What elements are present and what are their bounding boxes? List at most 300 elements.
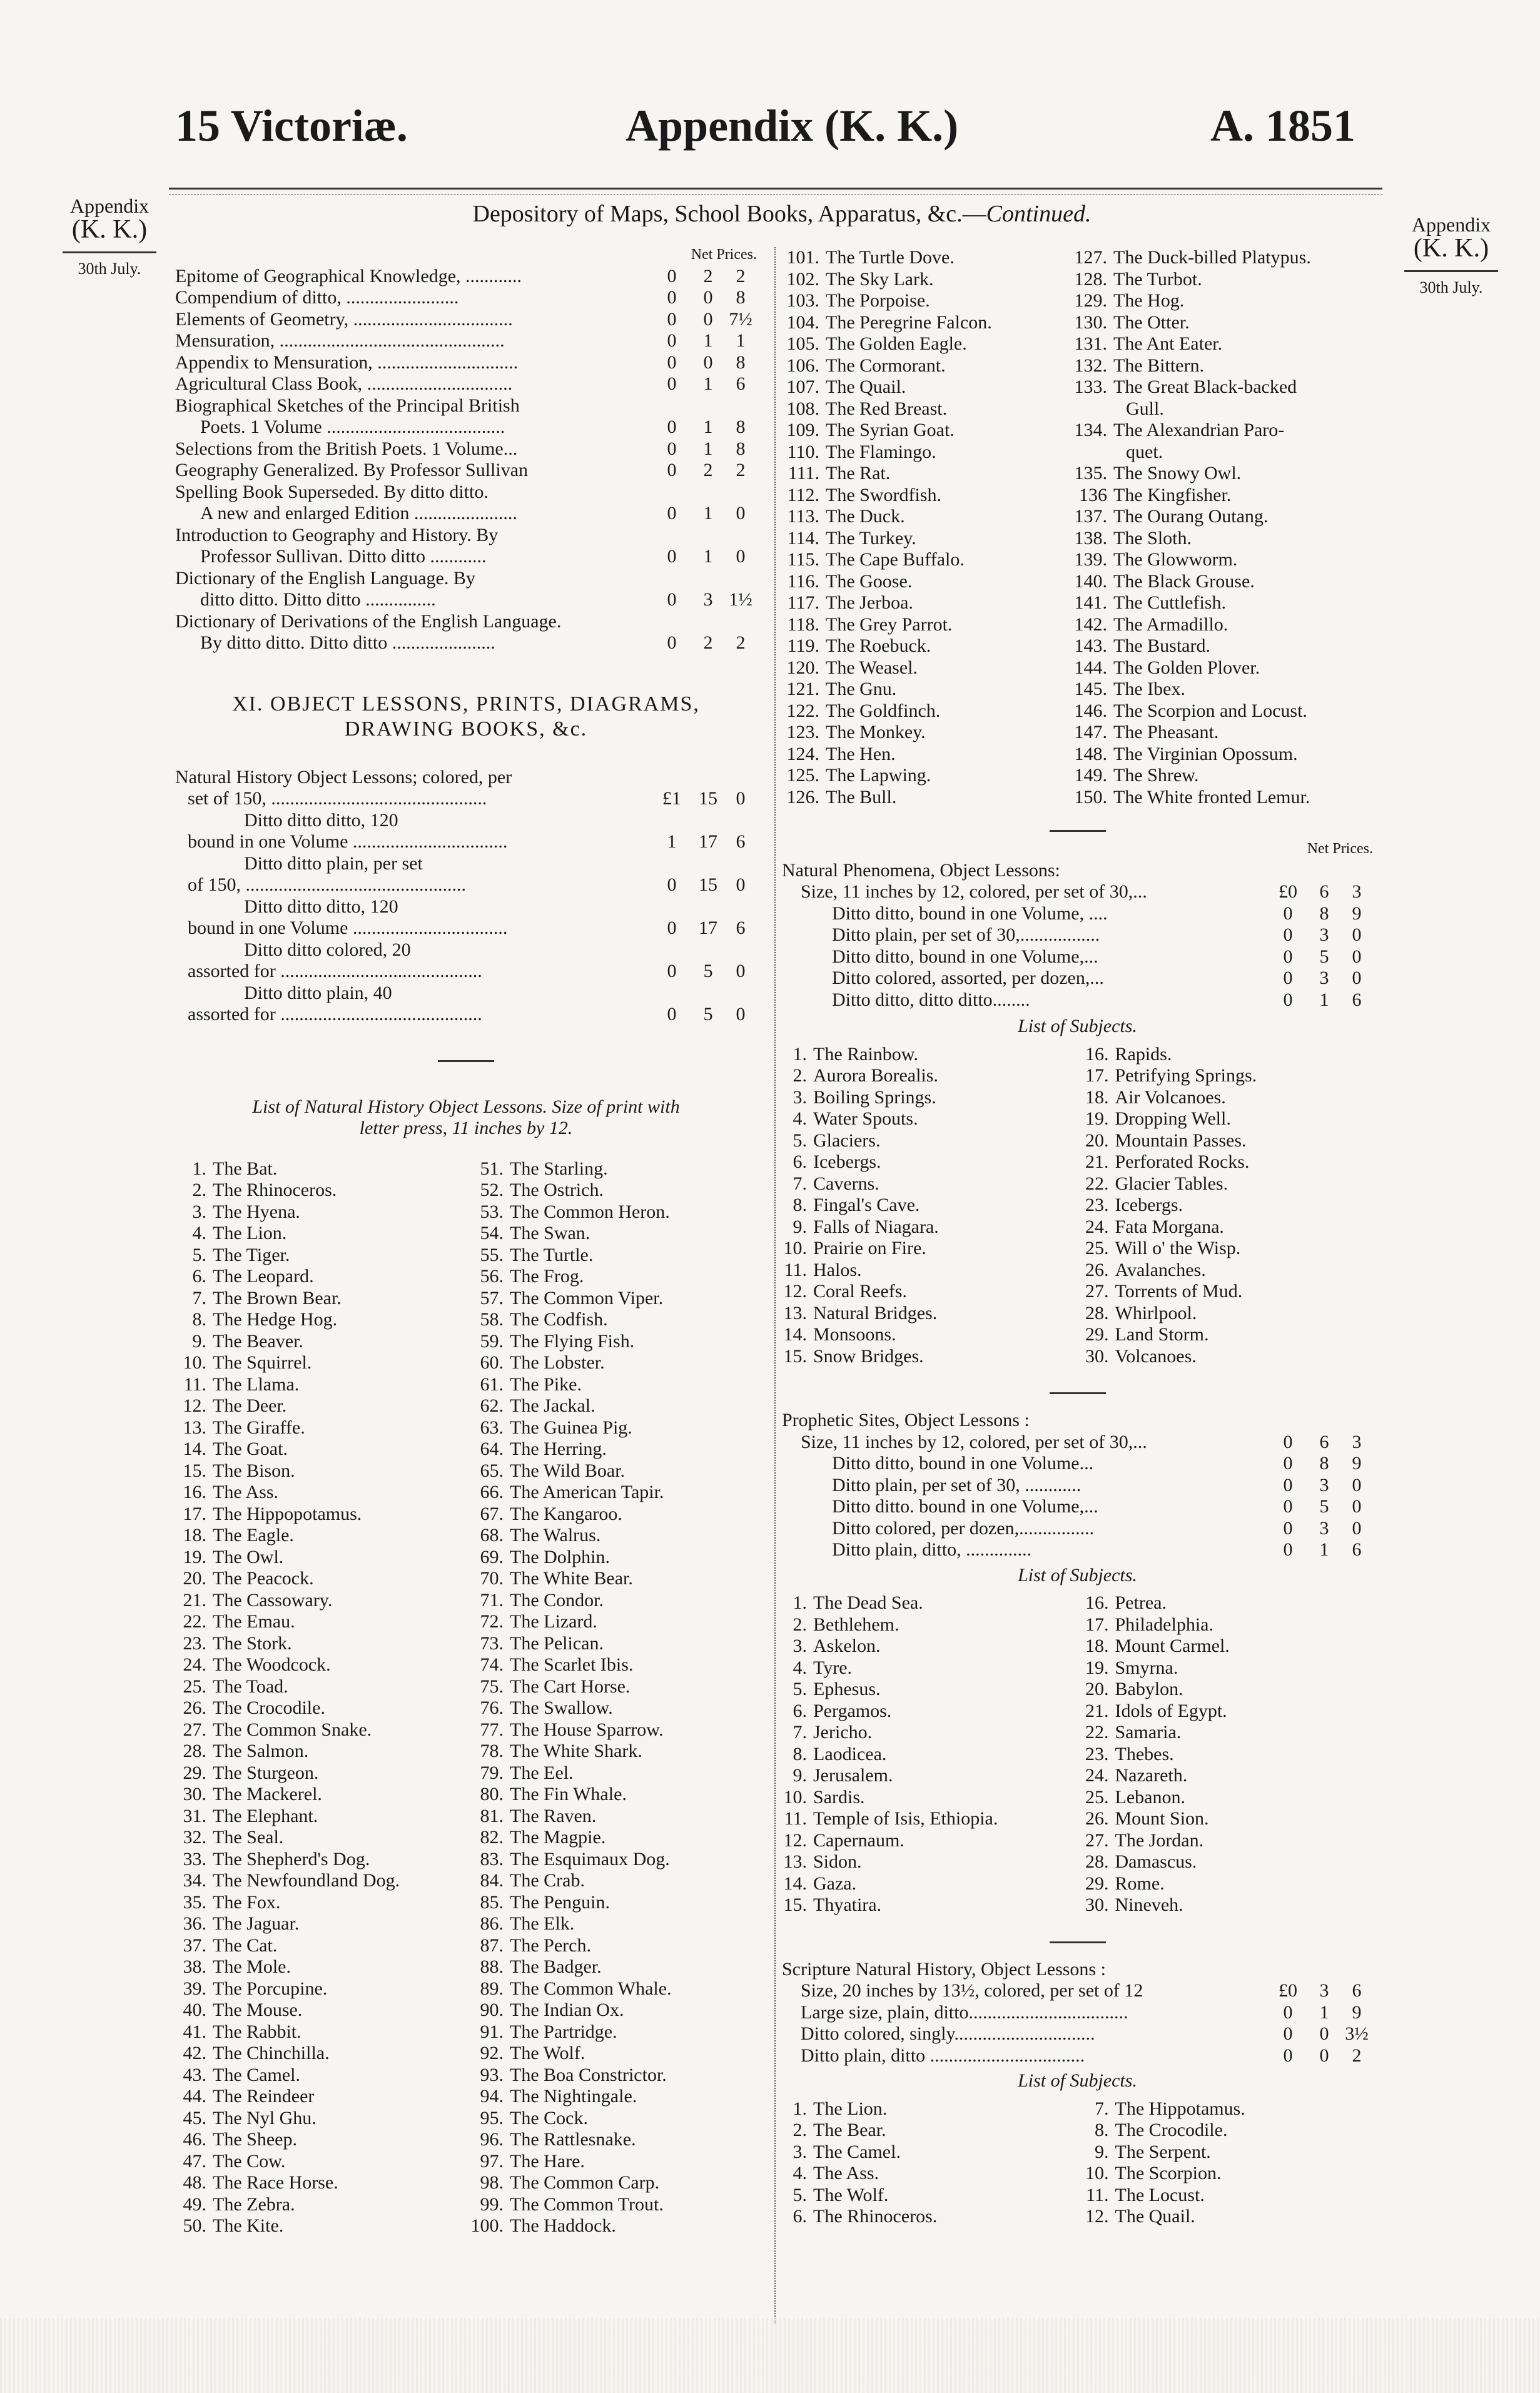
item-text: Jerusalem. xyxy=(813,1765,893,1786)
price xyxy=(652,918,757,939)
price-shillings: 5 xyxy=(1319,946,1329,967)
price-row xyxy=(175,961,757,983)
list-item xyxy=(1078,1324,1374,1346)
item-number: 108. xyxy=(786,398,819,419)
item-number: 58. xyxy=(480,1309,504,1330)
item-number: 139. xyxy=(1074,549,1107,570)
margin-date: 30th July. xyxy=(78,260,141,278)
item-text: Agricultural Class Book, ............................... xyxy=(175,373,513,394)
item-text: The Common Whale. xyxy=(510,1978,672,1999)
item-number: 19. xyxy=(1085,1108,1109,1129)
item-text: The Rattlesnake. xyxy=(510,2129,636,2150)
list-item xyxy=(466,1870,757,1892)
price-pounds: 0 xyxy=(1283,1517,1293,1539)
price-row xyxy=(175,438,757,460)
list-item xyxy=(1070,744,1373,766)
list-item xyxy=(782,765,1070,787)
item-text: Ditto ditto, bound in one Volume, .... xyxy=(832,903,1108,924)
item-text: The Llama. xyxy=(213,1374,300,1395)
list-item xyxy=(1078,1636,1374,1657)
price-shillings: 8 xyxy=(1319,1453,1329,1474)
price xyxy=(652,287,757,309)
price-row xyxy=(782,2002,1373,2024)
item-text: The Sloth. xyxy=(1113,527,1192,549)
price-pounds: 0 xyxy=(667,287,677,308)
list-item xyxy=(1070,679,1373,701)
list-item xyxy=(782,1614,1078,1636)
item-number: 33. xyxy=(183,1848,206,1869)
item-text: The Quail. xyxy=(826,377,906,397)
item-text: bound in one Volume ................................. xyxy=(188,831,508,852)
price-pence: 6 xyxy=(736,918,746,938)
item-text: The Nightingale. xyxy=(510,2086,637,2107)
item-text: The Kangaroo. xyxy=(510,1503,622,1524)
item-number: 71. xyxy=(480,1589,504,1611)
item-text: The Otter. xyxy=(1113,311,1190,333)
item-text: The Frog. xyxy=(510,1266,584,1287)
item-number: 142. xyxy=(1074,614,1107,635)
item-number: 145. xyxy=(1074,679,1107,699)
price-pence: 0 xyxy=(1352,1517,1362,1539)
price-pounds: 0 xyxy=(1283,1453,1293,1474)
item-text: The Starling. xyxy=(510,1158,608,1179)
list-item xyxy=(782,2206,1078,2228)
item-number: 144. xyxy=(1074,657,1107,678)
item-number: 43. xyxy=(183,2064,206,2085)
item-number: 112. xyxy=(787,484,819,505)
price-shillings: 1 xyxy=(703,330,713,351)
item-text: Halos. xyxy=(813,1259,862,1280)
item-text: The Sky Lark. xyxy=(826,268,934,290)
item-number: 1. xyxy=(192,1158,206,1179)
item-text: The Perch. xyxy=(510,1935,591,1956)
item-number: 64. xyxy=(480,1439,504,1459)
price-pounds: 0 xyxy=(667,460,677,480)
item-number: 12. xyxy=(783,1829,807,1851)
list-item xyxy=(1078,1281,1374,1303)
item-text: The Golden Eagle. xyxy=(826,333,967,354)
item-text: The White Shark. xyxy=(510,1741,642,1761)
list-item xyxy=(782,290,1070,312)
item-text: The Scorpion and Locust. xyxy=(1113,700,1307,721)
list-item xyxy=(1070,506,1373,528)
item-text: Jericho. xyxy=(813,1722,873,1743)
list-item xyxy=(1078,1592,1374,1614)
item-number: 19. xyxy=(1085,1657,1109,1678)
item-text: Fata Morgana. xyxy=(1115,1216,1224,1237)
list-item xyxy=(782,1744,1078,1766)
item-number: 87. xyxy=(480,1935,504,1956)
price-row xyxy=(782,989,1373,1011)
item-number: 54. xyxy=(480,1223,504,1243)
item-number: 9. xyxy=(793,1216,807,1237)
list-item xyxy=(1070,722,1373,744)
margin-label: Appendix xyxy=(1411,213,1491,236)
item-text: The Goat. xyxy=(213,1439,288,1459)
item-text: The Hippopotamus. xyxy=(213,1503,362,1524)
list-item xyxy=(466,1763,757,1784)
price-pounds: 0 xyxy=(1283,924,1293,945)
item-number: 42. xyxy=(183,2043,206,2063)
list-item xyxy=(466,2151,757,2173)
price xyxy=(1268,881,1373,903)
item-number: 9. xyxy=(793,1765,807,1786)
price-pence: 0 xyxy=(736,1004,746,1024)
price-row xyxy=(782,881,1373,903)
item-text: The Raven. xyxy=(510,1805,597,1826)
price-row xyxy=(782,1432,1373,1454)
item-number: 98. xyxy=(480,2172,504,2193)
price-pounds: 0 xyxy=(667,918,677,938)
item-number: 20. xyxy=(1085,1130,1109,1151)
item-text: The Bittern. xyxy=(1113,355,1204,376)
price xyxy=(1268,924,1373,946)
item-number: 70. xyxy=(480,1568,504,1589)
list-item xyxy=(466,1547,757,1569)
item-text: Dictionary of the English Language. By xyxy=(175,567,475,589)
item-number: 130. xyxy=(1074,311,1107,333)
price-row xyxy=(175,939,757,961)
item-text: The Indian Ox. xyxy=(510,2000,624,2020)
item-number: 4. xyxy=(793,1657,807,1678)
item-number: 27. xyxy=(1085,1829,1109,1851)
list-item xyxy=(782,657,1070,679)
price-pounds: 0 xyxy=(1283,903,1293,924)
price-row xyxy=(175,874,757,896)
list-item xyxy=(175,2043,466,2065)
item-number: 46. xyxy=(183,2129,206,2150)
price xyxy=(652,874,757,896)
list-item xyxy=(1070,290,1373,312)
price xyxy=(1268,1496,1373,1518)
item-text: Samaria. xyxy=(1115,1722,1182,1743)
price-pounds: 0 xyxy=(667,1004,677,1024)
list-item xyxy=(466,1654,757,1676)
subjects-label: List of Subjects. xyxy=(1018,1564,1137,1586)
page-title-text: Depository of Maps, School Books, Apparatus, &c.— xyxy=(472,201,986,227)
price-shillings: 1 xyxy=(703,417,713,437)
item-text: The Badger. xyxy=(510,1956,602,1977)
subjects-label: List of Subjects. xyxy=(1018,2070,1137,2091)
item-number: 1. xyxy=(793,1592,807,1613)
list-item xyxy=(175,1309,466,1331)
list-item xyxy=(466,1719,757,1741)
price-row xyxy=(175,767,757,789)
list-item xyxy=(175,1827,466,1849)
price-shillings: 15 xyxy=(699,788,717,809)
item-text: Ditto ditto ditto, 120 xyxy=(244,896,398,917)
item-text: The Bull. xyxy=(826,786,897,807)
list-item xyxy=(466,1633,757,1655)
list-item xyxy=(1070,333,1373,355)
subjects-label: List of Subjects. xyxy=(1018,1016,1137,1036)
prophetic-subjects xyxy=(782,1592,1373,1916)
item-text: The Gnu. xyxy=(826,679,897,699)
item-text: The Serpent. xyxy=(1115,2141,1211,2162)
item-number: 123. xyxy=(786,722,819,742)
item-number: 85. xyxy=(480,1891,504,1913)
item-text: The Chinchilla. xyxy=(213,2043,330,2063)
item-text: The Pelican. xyxy=(510,1632,604,1654)
list-item xyxy=(466,1482,757,1504)
item-number: 59. xyxy=(480,1330,504,1352)
list-caption-2: letter press, 11 inches by 12. xyxy=(359,1118,573,1138)
price-pounds: 0 xyxy=(667,265,677,286)
price-pence: 1½ xyxy=(729,589,752,610)
item-text: The Eel. xyxy=(510,1762,574,1783)
item-number: 126. xyxy=(786,786,819,807)
item-number: 118. xyxy=(787,614,819,635)
price xyxy=(652,1004,757,1026)
item-text: The Rhinoceros. xyxy=(813,2206,938,2227)
item-number: 111. xyxy=(788,463,819,483)
list-item xyxy=(175,1245,466,1267)
item-text: assorted for ........................................... xyxy=(188,961,482,981)
list-caption: List of Natural History Object Lessons. Size of print with xyxy=(252,1096,680,1117)
list-item xyxy=(466,1611,757,1633)
item-number: 129. xyxy=(1074,290,1107,311)
item-text: The Stork. xyxy=(213,1632,292,1654)
list-item xyxy=(782,1260,1078,1282)
item-text: The Mole. xyxy=(213,1956,291,1977)
list-item xyxy=(1078,1346,1374,1368)
item-number: 20. xyxy=(1085,1679,1109,1699)
item-text: Ditto ditto plain, 40 xyxy=(244,982,392,1003)
list-item xyxy=(1070,657,1373,679)
item-text: The Emau. xyxy=(213,1611,295,1632)
phenomena-prices xyxy=(782,881,1373,1011)
price-pence: 0 xyxy=(1352,1474,1362,1495)
scan-noise xyxy=(0,2318,1540,2393)
item-number: 27. xyxy=(1085,1281,1109,1302)
list-item xyxy=(1078,1217,1374,1238)
item-number: 83. xyxy=(480,1848,504,1869)
list-item xyxy=(1078,1895,1374,1916)
list-item xyxy=(782,1873,1078,1895)
item-text: The Lizard. xyxy=(510,1611,597,1632)
list-item xyxy=(175,1482,466,1504)
item-text: The Shrew. xyxy=(1113,765,1199,786)
margin-kk: (K. K.) xyxy=(71,215,148,244)
item-number: 107. xyxy=(786,377,819,397)
item-text: Perforated Rocks. xyxy=(1115,1151,1250,1172)
item-number: 29. xyxy=(183,1762,206,1783)
list-item xyxy=(782,1151,1078,1173)
price-pence: 0 xyxy=(736,874,746,895)
price xyxy=(652,438,757,460)
item-text: Elements of Geometry, .................................. xyxy=(175,308,513,330)
list-item xyxy=(175,2086,466,2108)
item-text: Petrifying Springs. xyxy=(1115,1065,1257,1086)
list-item xyxy=(466,1417,757,1439)
item-text: The Hedge Hog. xyxy=(213,1309,338,1330)
item-number: 3. xyxy=(793,2141,807,2162)
list-item xyxy=(782,1895,1078,1916)
price-shillings: 17 xyxy=(699,918,717,938)
price-pounds: 0 xyxy=(667,438,677,459)
item-text: The Ass. xyxy=(813,2163,879,2183)
list-item xyxy=(1070,549,1373,571)
price xyxy=(1268,1453,1373,1475)
list-item xyxy=(175,1611,466,1633)
list-item xyxy=(1078,1722,1374,1744)
list-item xyxy=(466,1504,757,1525)
price-row xyxy=(175,983,757,1004)
list-item xyxy=(175,2194,466,2216)
item-number: 143. xyxy=(1074,635,1107,656)
item-text: ditto ditto. Ditto ditto ............... xyxy=(200,589,436,610)
list-item xyxy=(782,1173,1078,1195)
price xyxy=(652,330,757,352)
price-shillings: 2 xyxy=(703,632,713,653)
item-number: 57. xyxy=(480,1287,504,1308)
item-number: 2. xyxy=(793,1614,807,1635)
item-number: 13. xyxy=(783,1302,807,1323)
item-text: Natural History Object Lessons; colored, per xyxy=(175,766,512,787)
item-number: 75. xyxy=(480,1676,504,1697)
item-text: The Peacock. xyxy=(213,1568,314,1589)
list-item xyxy=(782,1130,1078,1152)
list-item xyxy=(782,679,1070,701)
item-text: The Jaguar. xyxy=(213,1913,300,1934)
list-item xyxy=(782,2163,1078,2185)
item-text: The Virginian Opossum. xyxy=(1113,743,1298,764)
price xyxy=(1268,1980,1373,2002)
list-item xyxy=(1070,614,1373,636)
item-number: 99. xyxy=(480,2193,504,2215)
item-text: The Nyl Ghu. xyxy=(213,2107,317,2128)
price-pounds: 0 xyxy=(667,874,677,895)
item-number: 51. xyxy=(480,1158,504,1179)
list-item xyxy=(782,485,1070,507)
item-text: The Salmon. xyxy=(213,1741,309,1761)
item-text: of 150, ............................................... xyxy=(188,874,466,895)
list-item xyxy=(466,1806,757,1828)
price-pounds: 0 xyxy=(667,373,677,394)
list-item xyxy=(782,312,1070,334)
phenomena-subjects xyxy=(782,1044,1373,1368)
price-row xyxy=(175,373,757,395)
item-text: The Duck-billed Platypus. xyxy=(1113,247,1311,268)
list-item xyxy=(1078,1830,1374,1852)
item-number: 97. xyxy=(480,2150,504,2172)
item-text: Professor Sullivan. Ditto ditto ............ xyxy=(200,546,487,567)
header-rule xyxy=(169,188,1382,190)
item-text: Ditto plain, ditto ................................. xyxy=(801,2045,1085,2066)
item-number: 86. xyxy=(480,1913,504,1934)
list-item xyxy=(782,269,1070,291)
list-item xyxy=(175,2108,466,2130)
item-number: 91. xyxy=(480,2021,504,2042)
list-item xyxy=(1070,528,1373,550)
list-item xyxy=(782,420,1070,442)
item-number: 12. xyxy=(183,1395,206,1416)
item-text: Laodicea. xyxy=(813,1743,887,1764)
item-number: 36. xyxy=(183,1913,206,1934)
item-number: 55. xyxy=(480,1244,504,1265)
price-row xyxy=(782,1518,1373,1540)
item-number: 67. xyxy=(480,1503,504,1524)
list-item xyxy=(466,1352,757,1374)
list-item xyxy=(466,1827,757,1849)
item-number: 30. xyxy=(1085,1345,1109,1367)
phenomena-subjects-right xyxy=(1078,1044,1374,1368)
price xyxy=(652,417,757,438)
item-number: 21. xyxy=(1085,1700,1109,1721)
item-text: Compendium of ditto, ........................ xyxy=(175,287,459,308)
list-item xyxy=(1078,2098,1374,2120)
item-number: 122. xyxy=(786,700,819,721)
item-text: The Brown Bear. xyxy=(213,1287,342,1308)
item-text: The Bison. xyxy=(213,1460,295,1481)
item-number: 1. xyxy=(793,1043,807,1065)
item-text: The Zebra. xyxy=(213,2193,295,2215)
item-text: The Ostrich. xyxy=(510,1180,604,1200)
item-text: Ditto ditto, bound in one Volume... xyxy=(832,1453,1094,1474)
item-text: The Roebuck. xyxy=(826,635,931,656)
price-shillings: 3 xyxy=(1319,968,1329,988)
list-item xyxy=(466,1568,757,1590)
item-text: The Ant Eater. xyxy=(1113,333,1223,354)
item-number: 116. xyxy=(787,570,819,592)
list-item xyxy=(466,1913,757,1935)
price-row xyxy=(175,482,757,503)
item-number: 23. xyxy=(183,1632,206,1654)
item-text: The Rat. xyxy=(826,463,891,483)
list-item xyxy=(782,1087,1078,1109)
item-number: 8. xyxy=(793,1195,807,1215)
list-item xyxy=(1070,485,1373,507)
item-text: Epitome of Geographical Knowledge, ............ xyxy=(175,265,522,286)
price-pounds: 0 xyxy=(1283,2001,1293,2023)
net-prices-label: Net Prices. xyxy=(691,246,757,263)
price xyxy=(1268,1518,1373,1540)
item-text: The Codfish. xyxy=(510,1309,608,1330)
item-text: Sidon. xyxy=(813,1851,862,1872)
list-item xyxy=(782,1722,1078,1744)
price xyxy=(652,788,757,810)
item-text: The Porcupine. xyxy=(213,1978,328,1999)
item-text: Aurora Borealis. xyxy=(813,1065,938,1086)
item-text: Pergamos. xyxy=(813,1700,892,1721)
item-text: The Common Carp. xyxy=(510,2172,660,2193)
list-item xyxy=(466,1956,757,1978)
item-text: Gull. xyxy=(1126,398,1164,419)
item-number: 94. xyxy=(480,2086,504,2107)
item-number: 82. xyxy=(480,1827,504,1848)
item-text: The Partridge. xyxy=(510,2021,617,2042)
list-item xyxy=(1078,1679,1374,1701)
item-text: set of 150, .............................................. xyxy=(188,788,487,809)
price-pence: 0 xyxy=(1352,1496,1362,1517)
price xyxy=(1268,2045,1373,2067)
price-pence: 6 xyxy=(1352,989,1362,1010)
item-number: 39. xyxy=(183,1978,206,1999)
price-row xyxy=(782,924,1373,946)
price-pence: 0 xyxy=(736,961,746,981)
left-column xyxy=(175,244,757,2237)
item-number: 9. xyxy=(1095,2141,1109,2162)
list-item xyxy=(466,2108,757,2130)
net-prices-label: Net Prices. xyxy=(1307,841,1373,857)
item-text: The Crocodile. xyxy=(213,1697,325,1718)
list-item xyxy=(782,506,1070,528)
separator xyxy=(1050,1392,1106,1394)
list-item xyxy=(782,1592,1078,1614)
item-text: The Newfoundland Dog. xyxy=(213,1870,400,1891)
item-number: 37. xyxy=(183,1935,206,1956)
item-number: 4. xyxy=(793,1108,807,1129)
